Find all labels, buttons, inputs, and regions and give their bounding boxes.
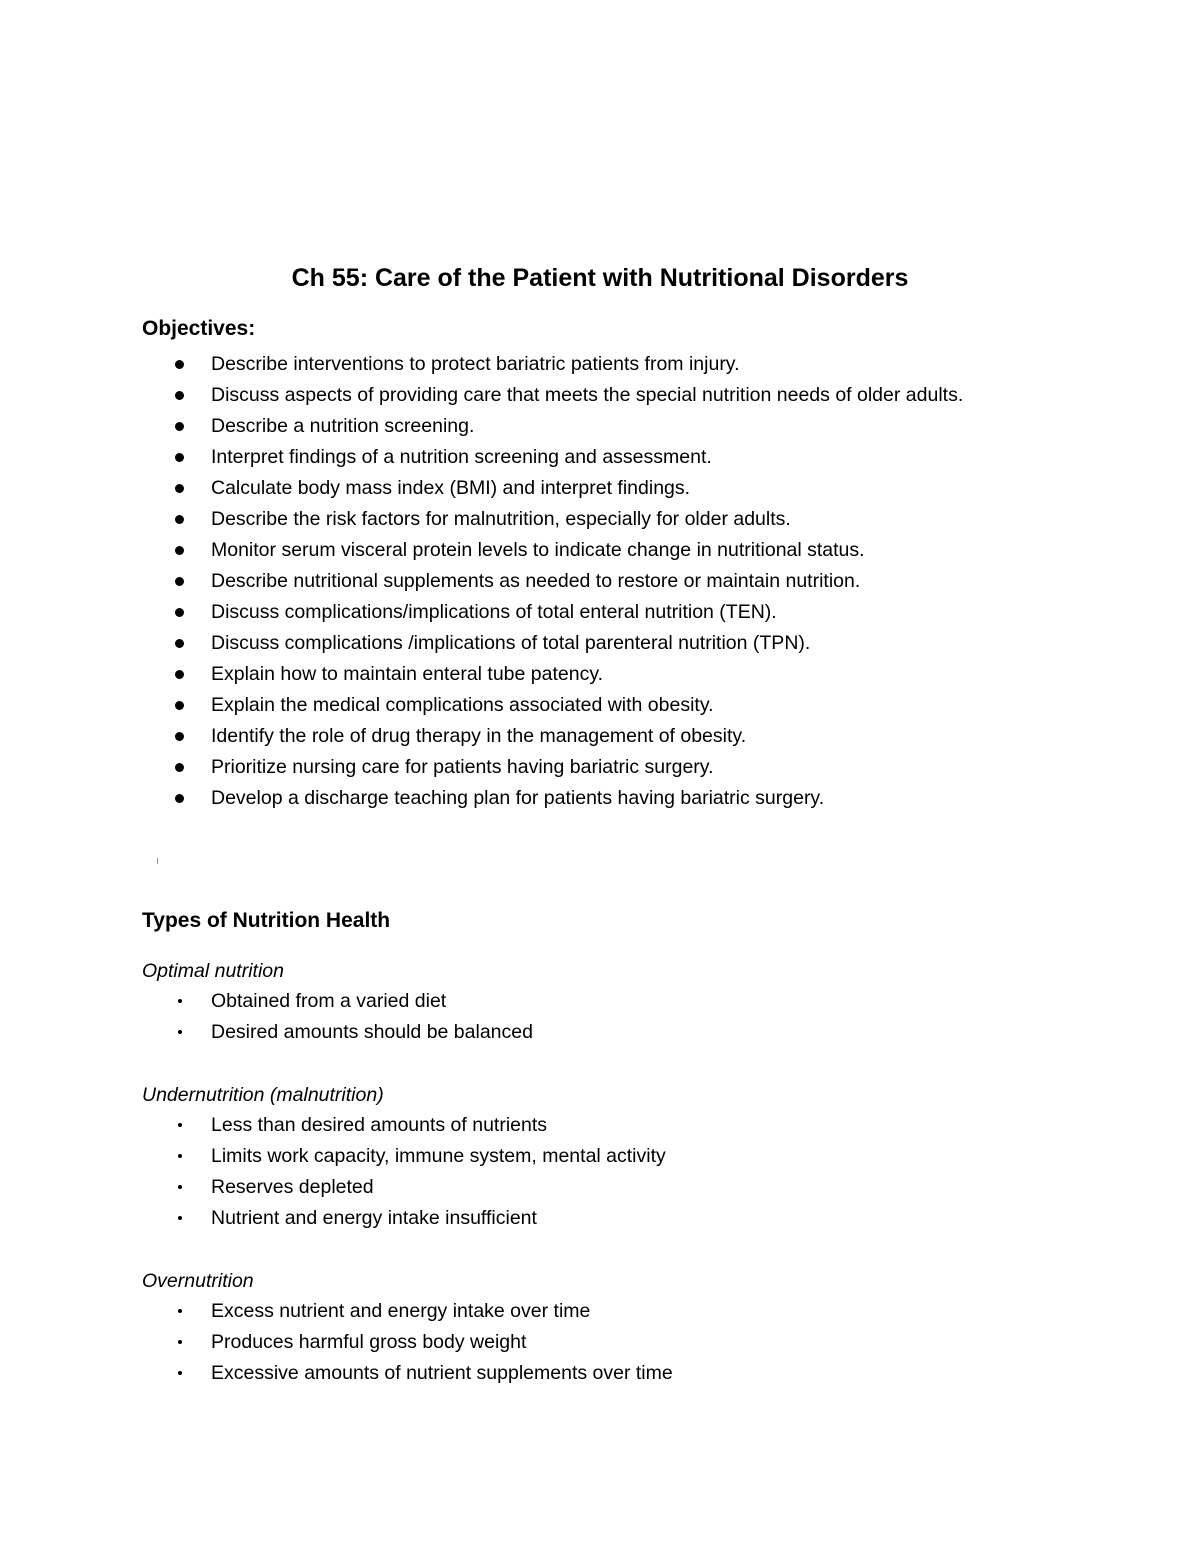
list-item: Prioritize nursing care for patients having bariatric surgery. bbox=[0, 752, 963, 783]
bullet-icon bbox=[175, 577, 184, 586]
stray-mark bbox=[157, 858, 158, 864]
list-item: Describe a nutrition screening. bbox=[0, 411, 963, 442]
bullet-icon bbox=[175, 701, 184, 710]
bullet-icon bbox=[175, 546, 184, 555]
bullet-icon bbox=[175, 360, 184, 369]
list-item: Nutrient and energy intake insufficient bbox=[0, 1203, 666, 1234]
list-item: Describe the risk factors for malnutrition, especially for older adults. bbox=[0, 504, 963, 535]
bullet-icon bbox=[178, 1371, 182, 1375]
bullet-icon bbox=[175, 794, 184, 803]
objectives-list bbox=[0, 349, 963, 814]
bullet-icon bbox=[175, 453, 184, 462]
list-item: Calculate body mass index (BMI) and interpret findings. bbox=[0, 473, 963, 504]
list-item: Less than desired amounts of nutrients bbox=[0, 1110, 666, 1141]
bullet-icon bbox=[175, 732, 184, 741]
bullet-icon bbox=[175, 391, 184, 400]
section-label-overnutrition: Overnutrition bbox=[142, 1270, 254, 1292]
bullet-icon bbox=[178, 1340, 182, 1344]
list-item: Excess nutrient and energy intake over time bbox=[0, 1296, 673, 1327]
list-item: Obtained from a varied diet bbox=[0, 986, 533, 1017]
bullet-icon bbox=[178, 1309, 182, 1313]
list-item: Explain how to maintain enteral tube patency. bbox=[0, 659, 963, 690]
bullet-icon bbox=[175, 608, 184, 617]
bullet-icon bbox=[178, 1030, 182, 1034]
list-item: Discuss complications /implications of total parenteral nutrition (TPN). bbox=[0, 628, 963, 659]
list-item: Interpret findings of a nutrition screening and assessment. bbox=[0, 442, 963, 473]
list-item: Develop a discharge teaching plan for patients having bariatric surgery. bbox=[0, 783, 963, 814]
list-item: Explain the medical complications associated with obesity. bbox=[0, 690, 963, 721]
bullet-icon bbox=[178, 999, 182, 1003]
bullet-icon bbox=[178, 1154, 182, 1158]
bullet-icon bbox=[175, 484, 184, 493]
list-item: Desired amounts should be balanced bbox=[0, 1017, 533, 1048]
list-item: Produces harmful gross body weight bbox=[0, 1327, 673, 1358]
undernutrition-list bbox=[0, 1110, 666, 1234]
list-item: Describe nutritional supplements as needed to restore or maintain nutrition. bbox=[0, 566, 963, 597]
list-item: Excessive amounts of nutrient supplements over time bbox=[0, 1358, 673, 1389]
types-heading: Types of Nutrition Health bbox=[142, 909, 391, 932]
overnutrition-list bbox=[0, 1296, 673, 1389]
list-item: Identify the role of drug therapy in the management of obesity. bbox=[0, 721, 963, 752]
bullet-icon bbox=[178, 1216, 182, 1220]
section-label-optimal: Optimal nutrition bbox=[142, 960, 284, 982]
list-item: Discuss aspects of providing care that meets the special nutrition needs of older adults. bbox=[0, 380, 963, 411]
list-item: Describe interventions to protect bariatric patients from injury. bbox=[0, 349, 963, 380]
bullet-icon bbox=[175, 515, 184, 524]
bullet-icon bbox=[175, 639, 184, 648]
list-item: Monitor serum visceral protein levels to indicate change in nutritional status. bbox=[0, 535, 963, 566]
bullet-icon bbox=[178, 1123, 182, 1127]
page-title: Ch 55: Care of the Patient with Nutritional Disorders bbox=[291, 264, 909, 292]
bullet-icon bbox=[175, 422, 184, 431]
objectives-heading: Objectives: bbox=[142, 317, 256, 340]
list-item: Reserves depleted bbox=[0, 1172, 666, 1203]
bullet-icon bbox=[175, 670, 184, 679]
section-label-undernutrition: Undernutrition (malnutrition) bbox=[142, 1084, 384, 1106]
bullet-icon bbox=[175, 763, 184, 772]
list-item: Limits work capacity, immune system, mental activity bbox=[0, 1141, 666, 1172]
optimal-list bbox=[0, 986, 533, 1048]
bullet-icon bbox=[178, 1185, 182, 1189]
list-item: Discuss complications/implications of total enteral nutrition (TEN). bbox=[0, 597, 963, 628]
